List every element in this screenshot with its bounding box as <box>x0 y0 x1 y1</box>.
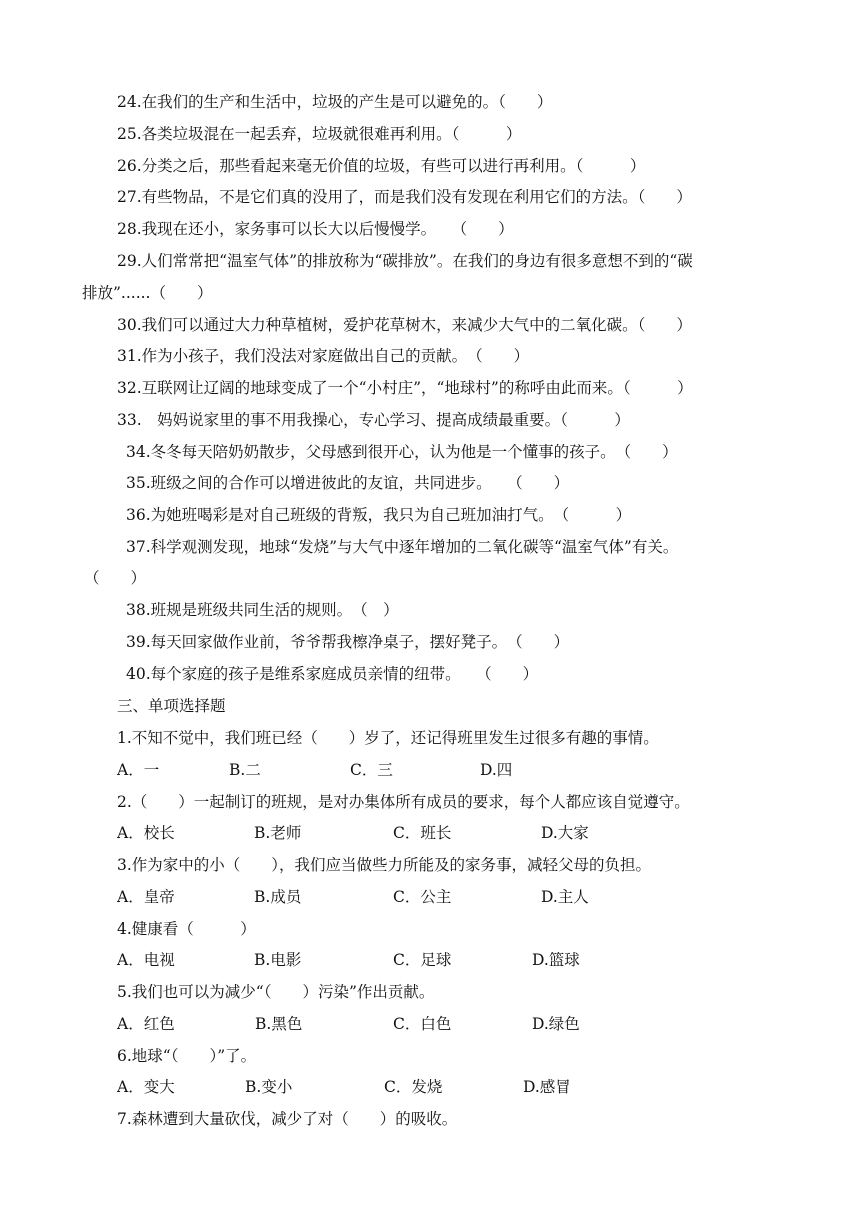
judge-item-29: 29.人们常常把“温室气体”的排放称为“碳排放”。在我们的身边有很多意想不到的“碳 <box>117 252 693 270</box>
option-d: D.四 <box>480 761 513 779</box>
option-a: A．电视 <box>117 951 175 969</box>
judge-item-33: 33. 妈妈说家里的事不用我操心，专心学习、提高成绩最重要。（ ） <box>117 411 630 429</box>
option-a: A．校长 <box>117 824 175 842</box>
question-2-stem: 2.（ ）一起制订的班规，是对办集体所有成员的要求，每个人都应该自觉遵守。 <box>117 793 690 811</box>
option-b: B.变小 <box>245 1078 293 1096</box>
question-4-options <box>0 950 860 970</box>
option-c: C．发烧 <box>384 1078 443 1096</box>
option-d: D.大家 <box>541 824 589 842</box>
question-1-stem: 1.不知不觉中，我们班已经（ ）岁了，还记得班里发生过很多有趣的事情。 <box>117 729 659 747</box>
question-3-stem: 3.作为家中的小（ ），我们应当做些力所能及的家务事，减轻父母的负担。 <box>117 856 652 874</box>
option-d: D.感冒 <box>523 1078 571 1096</box>
judge-item-32: 32.互联网让辽阔的地球变成了一个“小村庄”，“地球村”的称呼由此而来。（ ） <box>117 379 693 397</box>
judge-item-36: 36.为她班喝彩是对自己班级的背叛，我只为自己班加油打气。 （ ） <box>126 506 632 524</box>
judge-item-38: 38.班规是班级共同生活的规则。 （ ） <box>126 601 399 619</box>
judge-item-26: 26.分类之后，那些看起来毫无价值的垃圾，有些可以进行再利用。（ ） <box>117 157 646 175</box>
option-b: B.黑色 <box>255 1015 303 1033</box>
question-1-options <box>0 760 860 780</box>
judge-item-34: 34.冬冬每天陪奶奶散步，父母感到很开心，认为他是一个懂事的孩子。 （ ） <box>126 443 678 461</box>
option-d: D.篮球 <box>532 951 580 969</box>
judge-item-28: 28.我现在还小，家务事可以长大以后慢慢学。 （ ） <box>117 220 514 238</box>
option-d: D.主人 <box>541 888 589 906</box>
judge-item-31: 31.作为小孩子，我们没法对家庭做出自己的贡献。 （ ） <box>117 347 530 365</box>
judge-item-27: 27.有些物品，不是它们真的没用了，而是我们没有发现在利用它们的方法。（ ） <box>117 188 692 206</box>
section-title: 三、单项选择题 <box>117 697 226 715</box>
judge-item-30: 30.我们可以通过大力种草植树，爱护花草树木，来减少大气中的二氧化碳。（ ） <box>117 316 692 334</box>
question-7-stem: 7.森林遭到大量砍伐，减少了对（ ）的吸收。 <box>117 1110 458 1128</box>
question-4-stem: 4.健康看（ ） <box>117 920 256 938</box>
judge-item-25: 25.各类垃圾混在一起丢弃，垃圾就很难再利用。（ ） <box>117 125 522 143</box>
question-2-options <box>0 823 860 843</box>
judge-item-37: 37.科学观测发现，地球“发烧”与大气中逐年增加的二氧化碳等“温室气体”有关。 <box>126 538 679 556</box>
question-3-options <box>0 887 860 907</box>
option-c: C．白色 <box>393 1015 452 1033</box>
option-c: C．公主 <box>393 888 452 906</box>
question-6-stem: 6.地球“（ ）”了。 <box>117 1047 257 1065</box>
option-c: C．足球 <box>393 951 452 969</box>
option-c: C．班长 <box>393 824 452 842</box>
judge-item-29-cont: 排放”......（ ） <box>82 284 213 302</box>
option-b: B.老师 <box>254 824 302 842</box>
option-c: C．三 <box>350 761 393 779</box>
judge-item-24: 24.在我们的生产和生活中，垃圾的产生是可以避免的。（ ） <box>117 93 553 111</box>
question-5-stem: 5.我们也可以为减少“（ ）污染”作出贡献。 <box>117 983 435 1001</box>
option-a: A．变大 <box>117 1078 175 1096</box>
judge-item-40: 40.每个家庭的孩子是维系家庭成员亲情的纽带。 （ ） <box>126 665 539 683</box>
option-a: A．皇帝 <box>117 888 175 906</box>
option-b: B.电影 <box>254 951 302 969</box>
option-b: B.二 <box>229 761 261 779</box>
judge-item-37-cont: （ ） <box>84 569 147 587</box>
judge-item-39: 39.每天回家做作业前，爷爷帮我檫净桌子，摆好凳子。 （ ） <box>126 633 570 651</box>
question-6-options <box>0 1077 860 1097</box>
question-5-options <box>0 1014 860 1034</box>
option-d: D.绿色 <box>532 1015 580 1033</box>
judge-item-35: 35.班级之间的合作可以增进彼此的友谊，共同进步。 （ ） <box>126 474 570 492</box>
option-b: B.成员 <box>254 888 302 906</box>
option-a: A．红色 <box>117 1015 175 1033</box>
option-a: A．一 <box>117 761 160 779</box>
